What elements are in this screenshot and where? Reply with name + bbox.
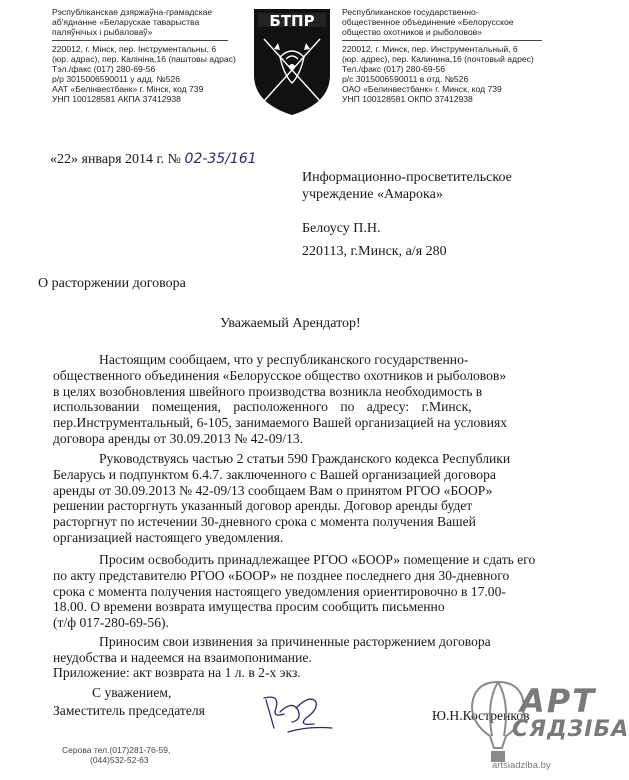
watermark-title: АРТ [520,682,597,720]
watermark-subtitle: СЯДЗІБА [512,717,629,742]
handwritten-registration-number: 02-35/161 [184,151,257,167]
closing-phrase: С уважением, [92,685,172,700]
attachment-note: Приложение: акт возврата на 1 л. в 2-х экз. [53,665,301,680]
logo-lettering: БТПР [269,12,315,30]
paragraph-4: Приносим свои извинения за причиненные расторжением договора неудобства и надеемся на взаимопонимание. [53,634,491,665]
salutation: Уважаемый Арендатор! [220,316,361,331]
letter-date-number [50,151,257,168]
handwritten-signature [258,688,348,738]
header-left-block [52,7,236,104]
watermark-url: artsiadziba.by [492,760,551,771]
letter-subject: О расторжении договора [38,276,186,291]
letter-date: «22» января 2014 г. № [50,152,182,167]
header-left-title: Рэспубліканскае дзяржаўна-грамадскае аб'яднанне «Беларускае таварыства паляўнічых і рыбаловаў» [52,7,213,37]
header-right-block [342,7,542,104]
paragraph-1: Настоящим сообщаем, что у республиканского государственно- общественного объединения «Белорусское общество охотников и рыболовов» в целях возобновления швейного производства возникла необходимость в использовании помещения, расположенного по адресу: г.Минск, пер.Инструментальный, 6-105, занимаемого Вашей организацией на условиях договора аренды от 30.09.2013 № 42-09/13. [53,352,508,446]
header-left-divider [52,40,228,41]
header-right-divider [342,40,542,41]
executor-contact: Серова тел.(017)281-76-59, (044)532-52-63 [62,745,171,765]
organization-logo [250,5,334,117]
paragraph-2: Руководствуясь частью 2 статьи 590 Гражданского кодекса Республики Беларусь и подпунктом 6.4.7. заключенного с Вашей организацией договора аренды от 30.09.2013 № 42-09/13 сообщаем Вам о принятом РГОО «БООР» решении расторгнуть указанный договор аренды. Договор аренды будет расторгнут по истечении 30-дневного срока с момента получения Вашей организацией настоящего уведомления. [53,451,511,545]
signer-name: Ю.Н.Костренков [432,708,530,723]
recipient-address: Информационно-просветительское учреждение «Амарока» Белоусу П.Н. 220113, г.Минск, а/я 280 [302,170,512,259]
paragraph-3: Просим освободить принадлежащее РГОО «БООР» помещение и сдать его по акту представителю РГОО «БООР» не позднее последнего дня 30-дневного срока с момента получения настоящего уведомления ориентировочно в 17.00- 18.00. О времени возврата имущества просим сообщить письменно (т/ф 017-280-69-56). [53,552,536,631]
header-left-details: 220012, г. Мінск, пер. Інструментальны, 6 (юр. адрас), пер. Калініна,16 (паштовы адрас) Тэл./факс (017) 280-69-56 р/р 3015006590011 у адд. №526 ААТ «Белінвестбанк» г. Мінск, код 739 УНП 100128581 АКПА 37412938 [52,44,236,104]
header-right-details: 220012, г. Минск, пер. Инструментальный, 6 (юр. адрес), пер. Калинина,16 (почтовый адрес) Тел./факс (017) 280-69-56 р/с 3015006590011 в отд. №526 ОАО «Белинвестбанк» г. Минск, код 739 УНП 100128581 ОКПО 37412938 [342,44,534,104]
header-right-title: Республиканское государственно- общественное объединение «Белорусское общество охотников и рыболовов» [342,7,514,37]
signer-position: Заместитель председателя [53,703,205,718]
